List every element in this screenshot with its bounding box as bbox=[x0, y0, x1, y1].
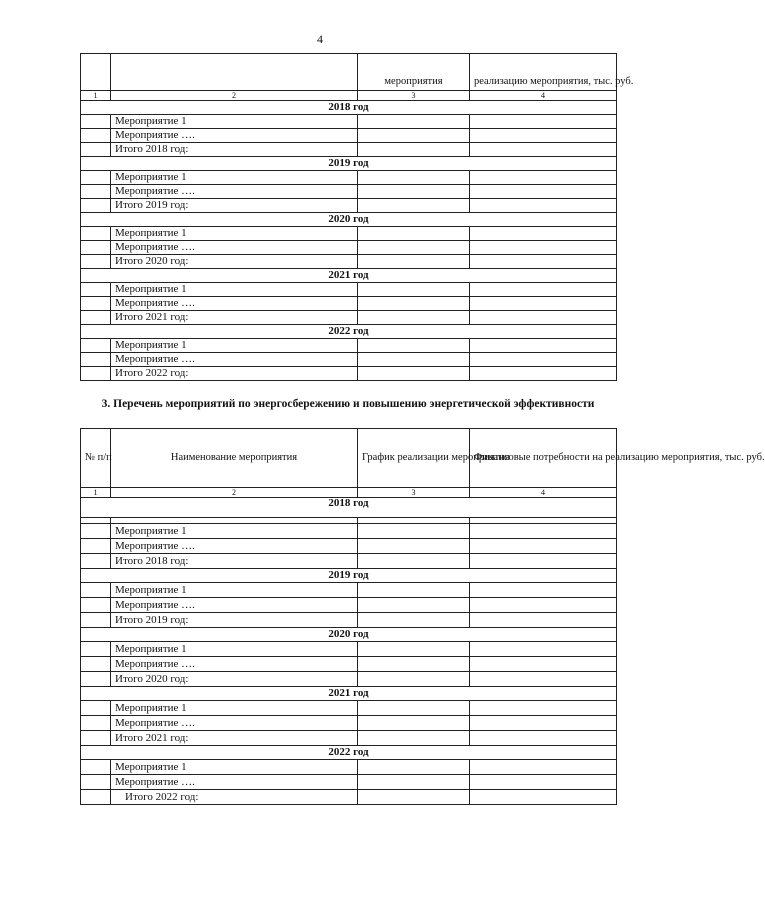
year-row bbox=[81, 101, 617, 115]
column-number: 1 bbox=[81, 488, 111, 498]
header-cell-number bbox=[81, 54, 111, 91]
number-cell bbox=[81, 598, 111, 613]
year-row bbox=[81, 157, 617, 171]
schedule-cell bbox=[358, 311, 470, 325]
number-cell bbox=[81, 731, 111, 746]
table-row bbox=[81, 339, 617, 353]
total-label: Итого 2018 год: bbox=[111, 143, 358, 157]
year-row bbox=[81, 628, 617, 642]
year-label: 2019 год bbox=[81, 157, 617, 171]
header-cell-financing: реализацию мероприятия, тыс. руб. bbox=[470, 54, 617, 91]
number-cell bbox=[81, 241, 111, 255]
year-label: 2022 год bbox=[81, 746, 617, 760]
financing-cell bbox=[470, 524, 617, 539]
number-cell bbox=[81, 199, 111, 213]
year-label: 2020 год bbox=[81, 213, 617, 227]
total-row bbox=[81, 199, 617, 213]
schedule-cell bbox=[358, 227, 470, 241]
table-row bbox=[81, 283, 617, 297]
table-row bbox=[81, 227, 617, 241]
schedule-cell bbox=[358, 115, 470, 129]
number-cell bbox=[81, 283, 111, 297]
schedule-cell bbox=[358, 367, 470, 381]
measure-name: Мероприятие 1 bbox=[111, 701, 358, 716]
table-row bbox=[81, 524, 617, 539]
schedule-cell bbox=[358, 642, 470, 657]
table-row bbox=[81, 297, 617, 311]
column-number: 1 bbox=[81, 91, 111, 101]
schedule-cell bbox=[358, 554, 470, 569]
measure-name: Мероприятие 1 bbox=[111, 642, 358, 657]
financing-cell bbox=[470, 598, 617, 613]
column-number: 3 bbox=[358, 91, 470, 101]
year-label: 2021 год bbox=[81, 687, 617, 701]
table-row bbox=[81, 775, 617, 790]
financing-cell bbox=[470, 760, 617, 775]
total-row bbox=[81, 143, 617, 157]
financing-cell bbox=[470, 775, 617, 790]
total-label: Итого 2020 год: bbox=[111, 255, 358, 269]
schedule-cell bbox=[358, 613, 470, 628]
schedule-cell bbox=[358, 143, 470, 157]
table-row bbox=[81, 241, 617, 255]
financing-cell bbox=[470, 241, 617, 255]
measure-name: Мероприятие 1 bbox=[111, 227, 358, 241]
measure-name: Мероприятие …. bbox=[111, 716, 358, 731]
schedule-cell bbox=[358, 583, 470, 598]
schedule-cell bbox=[358, 524, 470, 539]
measure-name: Мероприятие …. bbox=[111, 353, 358, 367]
number-cell bbox=[81, 701, 111, 716]
number-cell bbox=[81, 129, 111, 143]
schedule-cell bbox=[358, 760, 470, 775]
number-cell bbox=[81, 760, 111, 775]
year-label: 2019 год bbox=[81, 569, 617, 583]
year-row bbox=[81, 746, 617, 760]
header-cell-name bbox=[111, 54, 358, 91]
page-number: 4 bbox=[317, 32, 323, 46]
table-row bbox=[81, 583, 617, 598]
schedule-cell bbox=[358, 790, 470, 805]
schedule-cell bbox=[358, 716, 470, 731]
table-row bbox=[81, 353, 617, 367]
measure-name: Мероприятие …. bbox=[111, 657, 358, 672]
schedule-cell bbox=[358, 129, 470, 143]
header-cell-schedule: График реализации мероприятия bbox=[358, 429, 470, 488]
header-cell-number: № п/п bbox=[81, 429, 111, 488]
financing-cell bbox=[470, 129, 617, 143]
year-row bbox=[81, 498, 617, 518]
measure-name: Мероприятие 1 bbox=[111, 171, 358, 185]
schedule-cell bbox=[358, 339, 470, 353]
total-label: Итого 2020 год: bbox=[111, 672, 358, 687]
year-row bbox=[81, 325, 617, 339]
number-cell bbox=[81, 171, 111, 185]
schedule-cell bbox=[358, 255, 470, 269]
year-label: 2022 год bbox=[81, 325, 617, 339]
financing-cell bbox=[470, 255, 617, 269]
energy-saving-measures-table bbox=[80, 428, 765, 805]
year-row bbox=[81, 269, 617, 283]
column-number: 4 bbox=[470, 91, 617, 101]
financing-cell bbox=[470, 367, 617, 381]
schedule-cell bbox=[358, 731, 470, 746]
year-row bbox=[81, 569, 617, 583]
measure-name: Мероприятие …. bbox=[111, 539, 358, 554]
table-row bbox=[81, 171, 617, 185]
total-row bbox=[81, 255, 617, 269]
financing-cell bbox=[470, 199, 617, 213]
schedule-cell bbox=[358, 241, 470, 255]
column-number: 3 bbox=[358, 488, 470, 498]
financing-cell bbox=[470, 642, 617, 657]
measure-name: Мероприятие 1 bbox=[111, 760, 358, 775]
schedule-cell bbox=[358, 185, 470, 199]
financing-cell bbox=[470, 297, 617, 311]
schedule-cell bbox=[358, 657, 470, 672]
financing-cell bbox=[470, 143, 617, 157]
financing-cell bbox=[470, 583, 617, 598]
total-row bbox=[81, 731, 617, 746]
number-cell bbox=[81, 613, 111, 628]
number-cell bbox=[81, 115, 111, 129]
schedule-cell bbox=[358, 672, 470, 687]
total-label: Итого 2022 год: bbox=[111, 367, 358, 381]
number-cell bbox=[81, 790, 111, 805]
number-cell bbox=[81, 524, 111, 539]
financing-cell bbox=[470, 613, 617, 628]
column-number: 4 bbox=[470, 488, 617, 498]
table-row bbox=[81, 642, 617, 657]
schedule-cell bbox=[358, 775, 470, 790]
financing-cell bbox=[470, 227, 617, 241]
number-cell bbox=[81, 672, 111, 687]
measure-name: Мероприятие 1 bbox=[111, 583, 358, 598]
measure-name: Мероприятие …. bbox=[111, 598, 358, 613]
number-cell bbox=[81, 143, 111, 157]
number-cell bbox=[81, 255, 111, 269]
total-row bbox=[81, 554, 617, 569]
number-cell bbox=[81, 716, 111, 731]
total-label: Итого 2021 год: bbox=[111, 731, 358, 746]
schedule-cell bbox=[358, 199, 470, 213]
measure-name: Мероприятие …. bbox=[111, 297, 358, 311]
table-header-row bbox=[81, 54, 617, 91]
total-row bbox=[81, 613, 617, 628]
total-row bbox=[81, 311, 617, 325]
number-cell bbox=[81, 657, 111, 672]
year-label: 2021 год bbox=[81, 269, 617, 283]
number-cell bbox=[81, 311, 111, 325]
financing-cell bbox=[470, 311, 617, 325]
total-label: Итого 2019 год: bbox=[111, 613, 358, 628]
measure-name: Мероприятие 1 bbox=[111, 283, 358, 297]
total-label: Итого 2022 год: bbox=[111, 790, 358, 805]
total-row bbox=[81, 367, 617, 381]
year-row bbox=[81, 213, 617, 227]
measures-table-continued bbox=[80, 53, 634, 381]
number-cell bbox=[81, 367, 111, 381]
schedule-cell bbox=[358, 297, 470, 311]
total-label: Итого 2018 год: bbox=[111, 554, 358, 569]
measure-name: Мероприятие …. bbox=[111, 185, 358, 199]
number-cell bbox=[81, 227, 111, 241]
number-cell bbox=[81, 775, 111, 790]
measure-name: Мероприятие 1 bbox=[111, 339, 358, 353]
total-label: Итого 2019 год: bbox=[111, 199, 358, 213]
financing-cell bbox=[470, 731, 617, 746]
table-row bbox=[81, 115, 617, 129]
financing-cell bbox=[470, 716, 617, 731]
number-cell bbox=[81, 554, 111, 569]
table-row bbox=[81, 701, 617, 716]
financing-cell bbox=[470, 171, 617, 185]
measure-name: Мероприятие …. bbox=[111, 775, 358, 790]
number-cell bbox=[81, 297, 111, 311]
header-cell-name: Наименование мероприятия bbox=[111, 429, 358, 488]
table-row bbox=[81, 760, 617, 775]
financing-cell bbox=[470, 790, 617, 805]
schedule-cell bbox=[358, 539, 470, 554]
number-cell bbox=[81, 185, 111, 199]
table-row bbox=[81, 598, 617, 613]
table-row bbox=[81, 657, 617, 672]
measure-name: Мероприятие …. bbox=[111, 129, 358, 143]
table-row bbox=[81, 185, 617, 199]
header-cell-schedule: мероприятия bbox=[358, 54, 470, 91]
measure-name: Мероприятие 1 bbox=[111, 524, 358, 539]
financing-cell bbox=[470, 539, 617, 554]
table-header-row bbox=[81, 429, 617, 488]
number-cell bbox=[81, 353, 111, 367]
measure-name: Мероприятие 1 bbox=[111, 115, 358, 129]
schedule-cell bbox=[358, 283, 470, 297]
financing-cell bbox=[470, 554, 617, 569]
year-label: 2018 год bbox=[81, 498, 617, 518]
financing-cell bbox=[470, 657, 617, 672]
total-row bbox=[81, 790, 617, 805]
schedule-cell bbox=[358, 598, 470, 613]
schedule-cell bbox=[358, 701, 470, 716]
financing-cell bbox=[470, 701, 617, 716]
section-title: 3. Перечень мероприятий по энергосбережению и повышению энергетической эффективности bbox=[101, 398, 595, 410]
header-cell-financing: Финансовые потребности на реализацию мероприятия, тыс. руб. bbox=[470, 429, 617, 488]
financing-cell bbox=[470, 115, 617, 129]
column-numbers-row bbox=[81, 488, 617, 498]
financing-cell bbox=[470, 353, 617, 367]
number-cell bbox=[81, 539, 111, 554]
number-cell bbox=[81, 339, 111, 353]
number-cell bbox=[81, 642, 111, 657]
schedule-cell bbox=[358, 171, 470, 185]
financing-cell bbox=[470, 672, 617, 687]
table-row bbox=[81, 129, 617, 143]
table-row bbox=[81, 716, 617, 731]
year-row bbox=[81, 687, 617, 701]
year-label: 2018 год bbox=[81, 101, 617, 115]
column-numbers-row bbox=[81, 91, 617, 101]
schedule-cell bbox=[358, 353, 470, 367]
financing-cell bbox=[470, 283, 617, 297]
column-number: 2 bbox=[111, 488, 358, 498]
measure-name: Мероприятие …. bbox=[111, 241, 358, 255]
number-cell bbox=[81, 583, 111, 598]
year-label: 2020 год bbox=[81, 628, 617, 642]
total-row bbox=[81, 672, 617, 687]
financing-cell bbox=[470, 339, 617, 353]
total-label: Итого 2021 год: bbox=[111, 311, 358, 325]
column-number: 2 bbox=[111, 91, 358, 101]
financing-cell bbox=[470, 185, 617, 199]
table-row bbox=[81, 539, 617, 554]
